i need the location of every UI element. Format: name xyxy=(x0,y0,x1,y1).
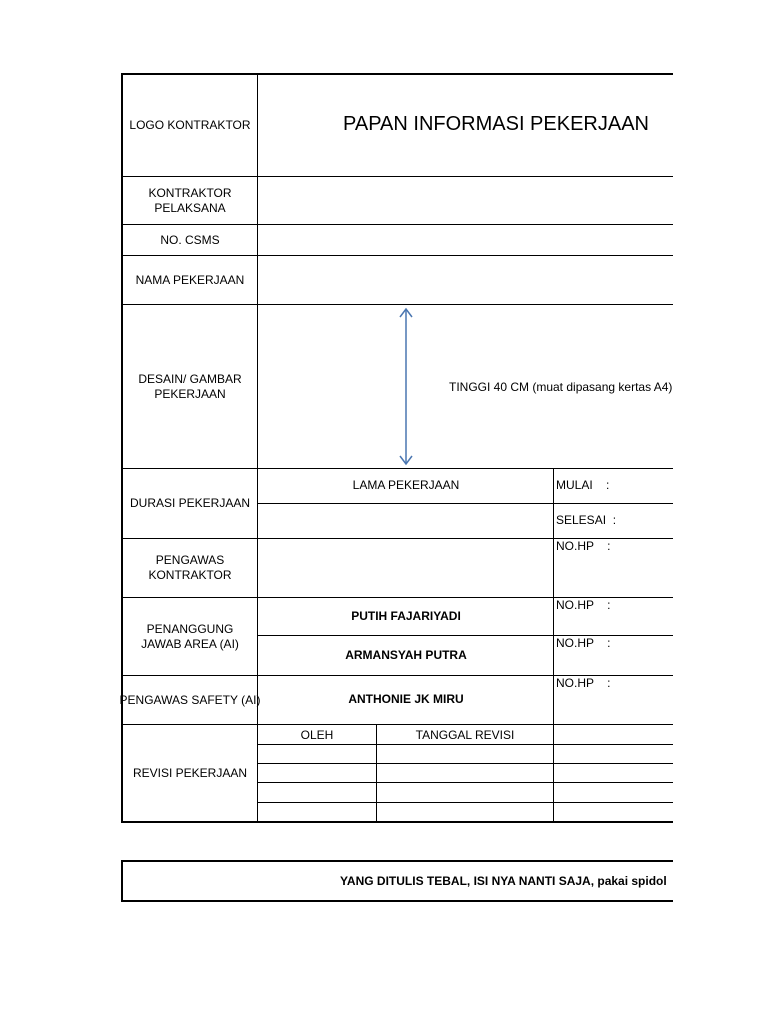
row-divider xyxy=(258,782,673,783)
no-csms-label: NO. CSMS xyxy=(160,232,220,247)
penanggung-jawab-label: PENANGGUNG JAWAB AREA (AI) xyxy=(141,621,239,651)
selesai-label: SELESAI : xyxy=(556,513,617,527)
pengawas-kontraktor-label: PENGAWAS KONTRAKTOR xyxy=(148,553,232,582)
lama-pekerjaan-label: LAMA PEKERJAAN xyxy=(352,478,460,492)
tanggal-revisi-header: TANGGAL REVISI xyxy=(415,728,515,742)
footer-note: YANG DITULIS TEBAL, ISI NYA NANTI SAJA, pakai spidol xyxy=(340,874,667,888)
desain-gambar-label: DESAIN/ GAMBAR PEKERJAAN xyxy=(138,371,242,401)
oleh-header: OLEH xyxy=(300,728,334,742)
footer-border-bottom xyxy=(121,900,673,902)
penanggung-jawab-name-1: PUTIH FAJARIYADI xyxy=(351,609,461,623)
row-divider xyxy=(258,763,673,764)
kontraktor-pelaksana-label: KONTRAKTOR PELAKSANA xyxy=(148,185,232,215)
column-divider xyxy=(553,724,554,822)
durasi-pekerjaan-label: DURASI PEKERJAAN xyxy=(129,496,251,510)
no-hp-label: NO.HP : xyxy=(556,636,611,650)
no-hp-label: NO.HP : xyxy=(556,539,611,553)
nama-pekerjaan-label: NAMA PEKERJAAN xyxy=(135,272,245,287)
row-divider xyxy=(258,802,673,803)
revisi-pekerjaan-label: REVISI PEKERJAAN xyxy=(132,765,248,780)
row-divider xyxy=(258,635,673,636)
column-divider xyxy=(553,468,554,725)
pengawas-safety-label: PENGAWAS SAFETY (AI) xyxy=(119,692,261,707)
no-hp-label: NO.HP : xyxy=(556,598,611,612)
mulai-label: MULAI : xyxy=(556,478,610,492)
pengawas-safety-name: ANTHONIE JK MIRU xyxy=(348,692,464,706)
design-size-note: TINGGI 40 CM (muat dipasang kertas A4) xyxy=(449,380,673,394)
no-hp-label: NO.HP : xyxy=(556,676,611,690)
penanggung-jawab-name-2: ARMANSYAH PUTRA xyxy=(345,648,467,662)
border-bottom xyxy=(121,821,673,823)
page-title: PAPAN INFORMASI PEKERJAAN xyxy=(343,113,649,135)
row-divider xyxy=(258,503,673,504)
logo-kontraktor-label: LOGO KONTRAKTOR xyxy=(129,118,251,132)
footer-border-top xyxy=(121,860,673,862)
row-divider xyxy=(258,744,673,745)
height-arrow-icon xyxy=(396,307,416,467)
footer-border-left xyxy=(121,860,123,902)
